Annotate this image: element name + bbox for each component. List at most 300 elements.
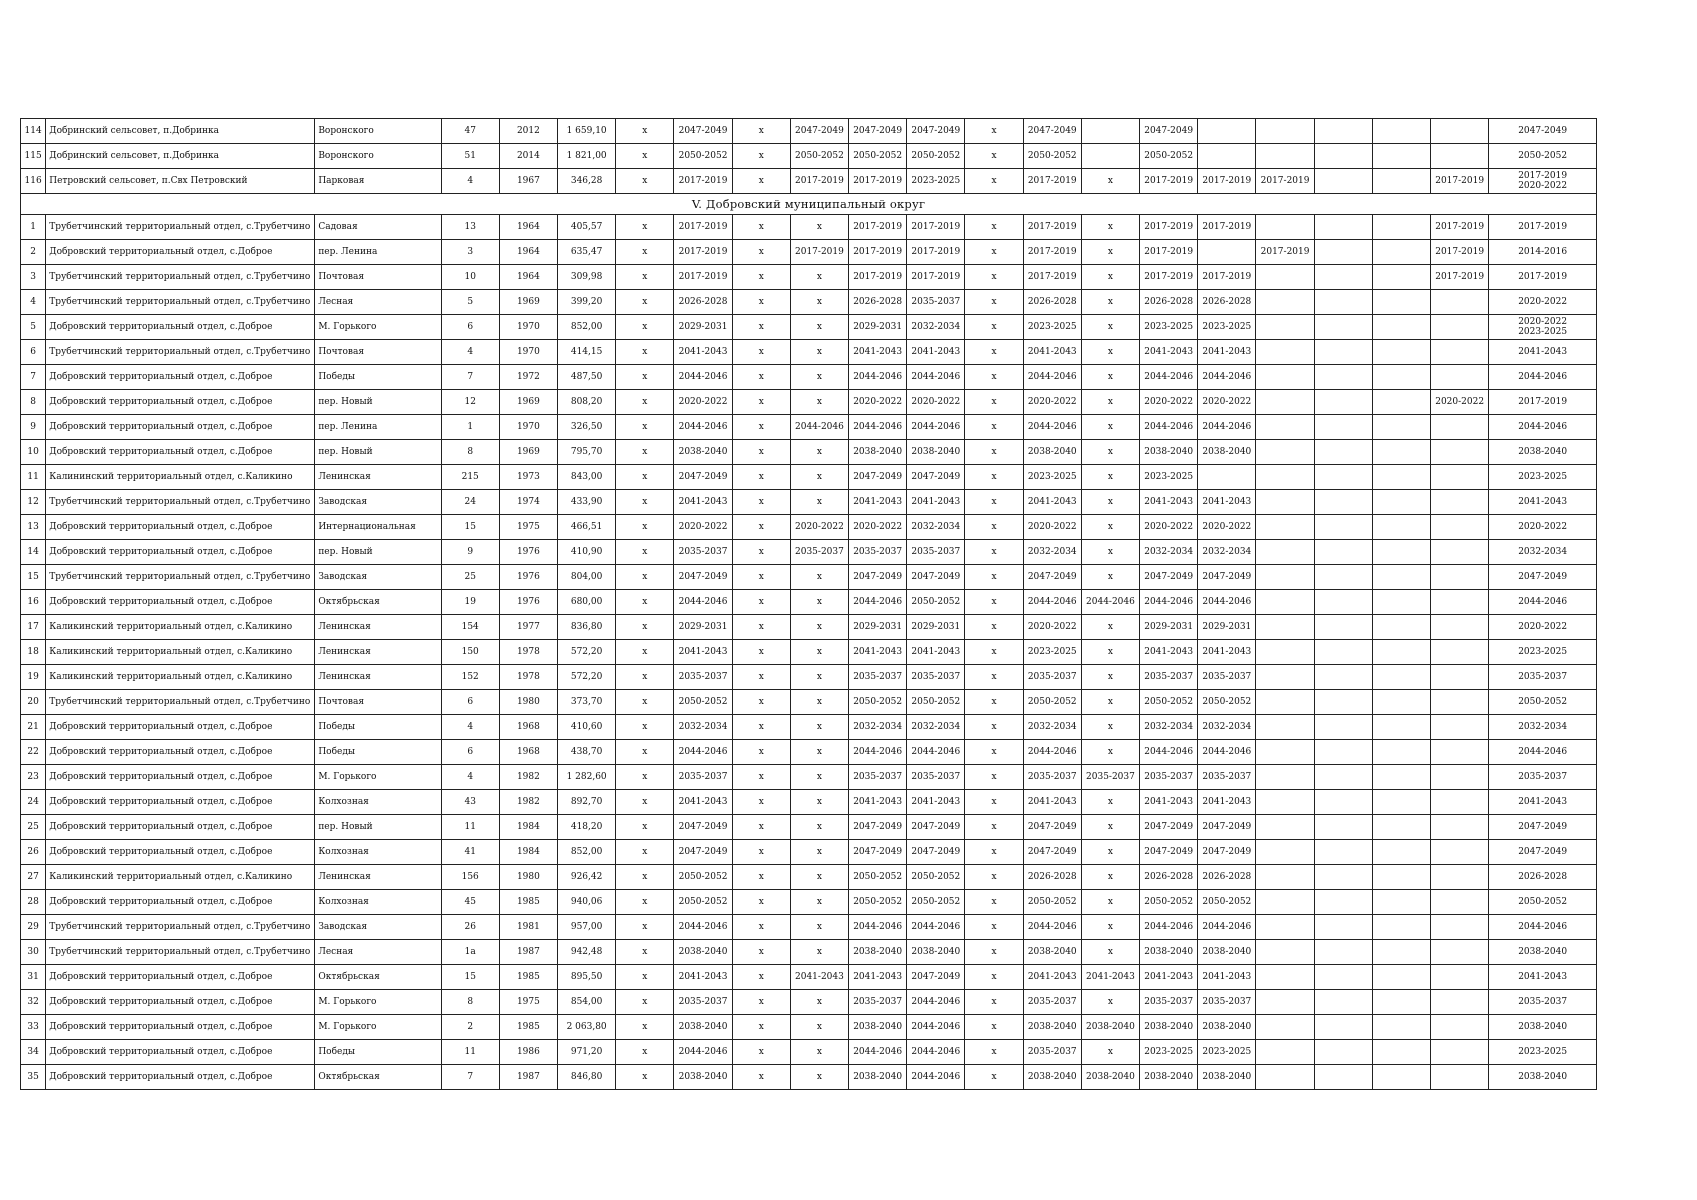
cell-c22-cell: 2047-2049 [1489, 119, 1597, 144]
cell-c16-cell: 2041-2043 [1140, 340, 1198, 365]
table-row [21, 465, 1597, 490]
cell-c20-cell [1372, 265, 1430, 290]
house-number-cell: 24 [441, 490, 499, 515]
cell-c9-cell: х [732, 565, 790, 590]
area-cell: 399,20 [558, 290, 616, 315]
cell-c8-cell: 2044-2046 [674, 590, 732, 615]
cell-c8-cell: 2038-2040 [674, 940, 732, 965]
cell-c19-cell [1314, 815, 1372, 840]
cell-c8-cell: 2044-2046 [674, 740, 732, 765]
cell-c15-cell: х [1081, 690, 1139, 715]
cell-c7-cell: х [616, 240, 674, 265]
cell-c15-cell: х [1081, 865, 1139, 890]
municipality-cell: Калининский территориальный отдел, с.Каликино [46, 465, 315, 490]
house-number-cell: 1а [441, 940, 499, 965]
cell-c12-cell: 2041-2043 [907, 790, 965, 815]
municipality-cell: Каликинский территориальный отдел, с.Каликино [46, 665, 315, 690]
street-cell: Октябрьская [315, 1065, 441, 1090]
cell-c12-cell: 2035-2037 [907, 540, 965, 565]
cell-c17-cell: 2038-2040 [1198, 940, 1256, 965]
area-cell: 414,15 [558, 340, 616, 365]
year-built-cell: 1969 [499, 390, 557, 415]
cell-c7-cell: х [616, 215, 674, 240]
cell-c20-cell [1372, 465, 1430, 490]
table-row [21, 365, 1597, 390]
cell-c21-cell [1431, 119, 1489, 144]
house-number-cell: 4 [441, 169, 499, 194]
cell-c8-cell: 2017-2019 [674, 215, 732, 240]
cell-c12-cell: 2032-2034 [907, 515, 965, 540]
cell-c13-cell: х [965, 1040, 1023, 1065]
cell-c13-cell: х [965, 440, 1023, 465]
cell-c9-cell: х [732, 890, 790, 915]
cell-c7-cell: х [616, 615, 674, 640]
cell-c8-cell: 2035-2037 [674, 990, 732, 1015]
street-cell: М. Горького [315, 1015, 441, 1040]
cell-c12-cell: 2041-2043 [907, 640, 965, 665]
house-number-cell: 47 [441, 119, 499, 144]
cell-c20-cell [1372, 390, 1430, 415]
cell-c7-cell: х [616, 1065, 674, 1090]
row-number-cell: 7 [21, 365, 46, 390]
cell-c14-cell: 2038-2040 [1023, 940, 1081, 965]
cell-c20-cell [1372, 415, 1430, 440]
cell-c9-cell: х [732, 1015, 790, 1040]
cell-c9-cell: х [732, 169, 790, 194]
row-number-cell: 19 [21, 665, 46, 690]
year-built-cell: 1968 [499, 740, 557, 765]
row-number-cell: 6 [21, 340, 46, 365]
house-number-cell: 15 [441, 515, 499, 540]
table-row [21, 915, 1597, 940]
cell-c9-cell: х [732, 740, 790, 765]
cell-c17-cell [1198, 144, 1256, 169]
area-cell: 1 282,60 [558, 765, 616, 790]
cell-c8-cell: 2017-2019 [674, 265, 732, 290]
cell-c19-cell [1314, 390, 1372, 415]
cell-c19-cell [1314, 990, 1372, 1015]
cell-c15-cell: х [1081, 815, 1139, 840]
cell-c9-cell: х [732, 240, 790, 265]
row-number-cell: 4 [21, 290, 46, 315]
cell-c11-cell: 2047-2049 [849, 840, 907, 865]
cell-c22-cell: 2041-2043 [1489, 490, 1597, 515]
cell-c14-cell: 2023-2025 [1023, 640, 1081, 665]
row-number-cell: 11 [21, 465, 46, 490]
row-number-cell: 116 [21, 169, 46, 194]
cell-c12-cell: 2041-2043 [907, 340, 965, 365]
cell-c9-cell: х [732, 465, 790, 490]
cell-c13-cell: х [965, 840, 1023, 865]
area-cell: 926,42 [558, 865, 616, 890]
cell-c12-cell: 2044-2046 [907, 1040, 965, 1065]
area-cell: 852,00 [558, 840, 616, 865]
cell-c12-cell: 2047-2049 [907, 815, 965, 840]
cell-c8-cell: 2041-2043 [674, 340, 732, 365]
cell-c10-cell: х [790, 290, 848, 315]
cell-c16-cell: 2041-2043 [1140, 790, 1198, 815]
cell-c11-cell: 2044-2046 [849, 415, 907, 440]
cell-c17-cell: 2032-2034 [1198, 540, 1256, 565]
cell-c17-cell: 2020-2022 [1198, 390, 1256, 415]
cell-c22-cell: 2020-2022 [1489, 615, 1597, 640]
cell-c7-cell: х [616, 169, 674, 194]
cell-c22-cell: 2035-2037 [1489, 990, 1597, 1015]
cell-c15-cell: х [1081, 415, 1139, 440]
table-row [21, 565, 1597, 590]
year-built-cell: 1970 [499, 340, 557, 365]
cell-c17-cell: 2035-2037 [1198, 765, 1256, 790]
cell-c17-cell: 2044-2046 [1198, 740, 1256, 765]
cell-c21-cell: 2017-2019 [1431, 240, 1489, 265]
cell-c18-cell [1256, 1015, 1314, 1040]
cell-c9-cell: х [732, 615, 790, 640]
area-cell: 572,20 [558, 665, 616, 690]
cell-c12-cell: 2047-2049 [907, 119, 965, 144]
cell-c15-cell: х [1081, 340, 1139, 365]
area-cell: 487,50 [558, 365, 616, 390]
cell-c8-cell: 2050-2052 [674, 690, 732, 715]
cell-c18-cell [1256, 490, 1314, 515]
cell-c7-cell: х [616, 265, 674, 290]
cell-c7-cell: х [616, 790, 674, 815]
cell-c11-cell: 2050-2052 [849, 690, 907, 715]
street-cell: Садовая [315, 215, 441, 240]
cell-c9-cell: х [732, 144, 790, 169]
cell-c17-cell: 2020-2022 [1198, 515, 1256, 540]
cell-c21-cell [1431, 290, 1489, 315]
year-built-cell: 1986 [499, 1040, 557, 1065]
cell-c15-cell: х [1081, 390, 1139, 415]
cell-c20-cell [1372, 515, 1430, 540]
cell-c17-cell: 2017-2019 [1198, 215, 1256, 240]
cell-c11-cell: 2017-2019 [849, 240, 907, 265]
cell-c11-cell: 2044-2046 [849, 915, 907, 940]
street-cell: М. Горького [315, 990, 441, 1015]
street-cell: пер. Новый [315, 540, 441, 565]
cell-c16-cell: 2032-2034 [1140, 715, 1198, 740]
cell-c13-cell: х [965, 890, 1023, 915]
house-number-cell: 156 [441, 865, 499, 890]
cell-c12-cell: 2047-2049 [907, 465, 965, 490]
municipality-cell: Каликинский территориальный отдел, с.Каликино [46, 865, 315, 890]
cell-c22-cell: 2020-2022 [1489, 290, 1597, 315]
municipality-cell: Петровский сельсовет, п.Свх Петровский [46, 169, 315, 194]
cell-c12-cell: 2017-2019 [907, 215, 965, 240]
cell-c10-cell: х [790, 790, 848, 815]
cell-c15-cell: х [1081, 265, 1139, 290]
municipality-cell: Добровский территориальный отдел, с.Доброе [46, 240, 315, 265]
cell-c20-cell [1372, 940, 1430, 965]
municipality-cell: Добринский сельсовет, п.Добринка [46, 144, 315, 169]
cell-c18-cell [1256, 815, 1314, 840]
rows-after-section [21, 215, 1597, 1090]
row-number-cell: 23 [21, 765, 46, 790]
cell-c14-cell: 2050-2052 [1023, 890, 1081, 915]
cell-c9-cell: х [732, 840, 790, 865]
cell-c8-cell: 2041-2043 [674, 640, 732, 665]
cell-c22-cell: 2044-2046 [1489, 740, 1597, 765]
cell-c14-cell: 2020-2022 [1023, 515, 1081, 540]
house-number-cell: 4 [441, 765, 499, 790]
cell-c15-cell: х [1081, 790, 1139, 815]
cell-c12-cell: 2047-2049 [907, 840, 965, 865]
cell-c13-cell: х [965, 144, 1023, 169]
cell-c16-cell: 2026-2028 [1140, 290, 1198, 315]
cell-c11-cell: 2020-2022 [849, 390, 907, 415]
cell-c18-cell [1256, 315, 1314, 340]
cell-c21-cell [1431, 515, 1489, 540]
cell-c10-cell: х [790, 215, 848, 240]
cell-c11-cell: 2032-2034 [849, 715, 907, 740]
cell-c12-cell: 2044-2046 [907, 990, 965, 1015]
cell-c10-cell: 2020-2022 [790, 515, 848, 540]
cell-c14-cell: 2044-2046 [1023, 415, 1081, 440]
cell-c20-cell [1372, 215, 1430, 240]
cell-c18-cell [1256, 640, 1314, 665]
cell-c9-cell: х [732, 215, 790, 240]
cell-c7-cell: х [616, 465, 674, 490]
cell-c21-cell [1431, 990, 1489, 1015]
cell-c17-cell: 2026-2028 [1198, 865, 1256, 890]
cell-c7-cell: х [616, 440, 674, 465]
cell-c9-cell: х [732, 765, 790, 790]
cell-c17-cell: 2026-2028 [1198, 290, 1256, 315]
cell-c15-cell: х [1081, 315, 1139, 340]
cell-c18-cell [1256, 865, 1314, 890]
cell-c12-cell: 2020-2022 [907, 390, 965, 415]
area-cell: 971,20 [558, 1040, 616, 1065]
cell-c11-cell: 2047-2049 [849, 815, 907, 840]
cell-c10-cell: 2050-2052 [790, 144, 848, 169]
cell-c12-cell: 2038-2040 [907, 440, 965, 465]
cell-c15-cell: х [1081, 890, 1139, 915]
table-row [21, 940, 1597, 965]
cell-c9-cell: х [732, 865, 790, 890]
row-number-cell: 9 [21, 415, 46, 440]
year-built-cell: 1978 [499, 665, 557, 690]
cell-c19-cell [1314, 865, 1372, 890]
cell-c22-cell: 2017-2019 2020-2022 [1489, 169, 1597, 194]
municipality-cell: Добровский территориальный отдел, с.Доброе [46, 790, 315, 815]
cell-c22-cell: 2023-2025 [1489, 465, 1597, 490]
house-number-cell: 43 [441, 790, 499, 815]
program-table [20, 118, 1597, 1090]
cell-c9-cell: х [732, 715, 790, 740]
house-number-cell: 8 [441, 990, 499, 1015]
municipality-cell: Трубетчинский территориальный отдел, с.Трубетчино [46, 340, 315, 365]
cell-c18-cell [1256, 390, 1314, 415]
cell-c15-cell: х [1081, 740, 1139, 765]
cell-c16-cell: 2041-2043 [1140, 640, 1198, 665]
cell-c16-cell: 2032-2034 [1140, 540, 1198, 565]
cell-c22-cell: 2038-2040 [1489, 1015, 1597, 1040]
row-number-cell: 34 [21, 1040, 46, 1065]
cell-c22-cell: 2032-2034 [1489, 540, 1597, 565]
cell-c11-cell: 2038-2040 [849, 440, 907, 465]
cell-c14-cell: 2041-2043 [1023, 790, 1081, 815]
cell-c11-cell: 2047-2049 [849, 119, 907, 144]
cell-c22-cell: 2047-2049 [1489, 840, 1597, 865]
cell-c14-cell: 2044-2046 [1023, 365, 1081, 390]
street-cell: Ленинская [315, 665, 441, 690]
cell-c14-cell: 2041-2043 [1023, 965, 1081, 990]
table-row [21, 265, 1597, 290]
cell-c16-cell: 2050-2052 [1140, 890, 1198, 915]
street-cell: пер. Ленина [315, 415, 441, 440]
cell-c18-cell [1256, 965, 1314, 990]
cell-c16-cell: 2020-2022 [1140, 390, 1198, 415]
cell-c12-cell: 2044-2046 [907, 915, 965, 940]
cell-c20-cell [1372, 890, 1430, 915]
area-cell: 1 659,10 [558, 119, 616, 144]
municipality-cell: Трубетчинский территориальный отдел, с.Трубетчино [46, 215, 315, 240]
cell-c11-cell: 2047-2049 [849, 565, 907, 590]
cell-c7-cell: х [616, 690, 674, 715]
table-row [21, 390, 1597, 415]
cell-c7-cell: х [616, 815, 674, 840]
street-cell: пер. Новый [315, 815, 441, 840]
cell-c18-cell: 2017-2019 [1256, 169, 1314, 194]
cell-c7-cell: х [616, 640, 674, 665]
cell-c16-cell: 2035-2037 [1140, 990, 1198, 1015]
street-cell: М. Горького [315, 315, 441, 340]
year-built-cell: 1976 [499, 540, 557, 565]
area-cell: 808,20 [558, 390, 616, 415]
cell-c15-cell: х [1081, 665, 1139, 690]
cell-c22-cell: 2050-2052 [1489, 890, 1597, 915]
cell-c8-cell: 2044-2046 [674, 415, 732, 440]
municipality-cell: Добровский территориальный отдел, с.Доброе [46, 890, 315, 915]
cell-c21-cell: 2017-2019 [1431, 265, 1489, 290]
cell-c9-cell: х [732, 640, 790, 665]
cell-c13-cell: х [965, 515, 1023, 540]
cell-c15-cell: х [1081, 490, 1139, 515]
cell-c19-cell [1314, 340, 1372, 365]
row-number-cell: 20 [21, 690, 46, 715]
house-number-cell: 26 [441, 915, 499, 940]
table-row [21, 1065, 1597, 1090]
cell-c16-cell: 2017-2019 [1140, 240, 1198, 265]
cell-c18-cell [1256, 715, 1314, 740]
cell-c17-cell: 2041-2043 [1198, 790, 1256, 815]
cell-c16-cell: 2044-2046 [1140, 740, 1198, 765]
cell-c22-cell: 2044-2046 [1489, 415, 1597, 440]
cell-c19-cell [1314, 465, 1372, 490]
cell-c21-cell [1431, 965, 1489, 990]
cell-c22-cell: 2035-2037 [1489, 665, 1597, 690]
cell-c16-cell: 2047-2049 [1140, 815, 1198, 840]
cell-c13-cell: х [965, 640, 1023, 665]
cell-c15-cell: х [1081, 915, 1139, 940]
cell-c19-cell [1314, 515, 1372, 540]
cell-c7-cell: х [616, 915, 674, 940]
cell-c15-cell: х [1081, 640, 1139, 665]
row-number-cell: 2 [21, 240, 46, 265]
cell-c17-cell: 2035-2037 [1198, 990, 1256, 1015]
table-row [21, 815, 1597, 840]
cell-c12-cell: 2044-2046 [907, 365, 965, 390]
municipality-cell: Добровский территориальный отдел, с.Доброе [46, 765, 315, 790]
street-cell: пер. Новый [315, 390, 441, 415]
cell-c21-cell [1431, 1065, 1489, 1090]
cell-c14-cell: 2017-2019 [1023, 240, 1081, 265]
table-row [21, 790, 1597, 815]
cell-c20-cell [1372, 765, 1430, 790]
cell-c14-cell: 2032-2034 [1023, 540, 1081, 565]
year-built-cell: 1985 [499, 1015, 557, 1040]
year-built-cell: 1970 [499, 315, 557, 340]
cell-c19-cell [1314, 365, 1372, 390]
cell-c8-cell: 2020-2022 [674, 515, 732, 540]
cell-c17-cell: 2038-2040 [1198, 1065, 1256, 1090]
cell-c22-cell: 2020-2022 [1489, 515, 1597, 540]
cell-c20-cell [1372, 665, 1430, 690]
cell-c7-cell: х [616, 865, 674, 890]
cell-c17-cell: 2035-2037 [1198, 665, 1256, 690]
table-row [21, 315, 1597, 340]
cell-c18-cell [1256, 290, 1314, 315]
cell-c17-cell [1198, 119, 1256, 144]
cell-c13-cell: х [965, 615, 1023, 640]
cell-c19-cell [1314, 1015, 1372, 1040]
cell-c19-cell [1314, 965, 1372, 990]
area-cell: 438,70 [558, 740, 616, 765]
cell-c11-cell: 2035-2037 [849, 540, 907, 565]
cell-c16-cell: 2047-2049 [1140, 840, 1198, 865]
cell-c21-cell [1431, 915, 1489, 940]
cell-c20-cell [1372, 790, 1430, 815]
table-row [21, 1015, 1597, 1040]
area-cell: 635,47 [558, 240, 616, 265]
area-cell: 410,60 [558, 715, 616, 740]
cell-c17-cell: 2032-2034 [1198, 715, 1256, 740]
cell-c15-cell: х [1081, 940, 1139, 965]
cell-c15-cell: 2041-2043 [1081, 965, 1139, 990]
cell-c17-cell: 2050-2052 [1198, 690, 1256, 715]
cell-c18-cell [1256, 215, 1314, 240]
cell-c16-cell: 2029-2031 [1140, 615, 1198, 640]
cell-c19-cell [1314, 415, 1372, 440]
house-number-cell: 4 [441, 715, 499, 740]
cell-c21-cell [1431, 890, 1489, 915]
cell-c13-cell: х [965, 990, 1023, 1015]
cell-c13-cell: х [965, 540, 1023, 565]
cell-c10-cell: х [790, 765, 848, 790]
area-cell: 892,70 [558, 790, 616, 815]
table-row [21, 440, 1597, 465]
cell-c17-cell: 2044-2046 [1198, 365, 1256, 390]
cell-c19-cell [1314, 440, 1372, 465]
cell-c20-cell [1372, 865, 1430, 890]
cell-c10-cell: х [790, 265, 848, 290]
cell-c21-cell [1431, 144, 1489, 169]
cell-c17-cell [1198, 240, 1256, 265]
cell-c18-cell [1256, 790, 1314, 815]
year-built-cell: 1987 [499, 1065, 557, 1090]
cell-c9-cell: х [732, 815, 790, 840]
cell-c14-cell: 2026-2028 [1023, 865, 1081, 890]
cell-c9-cell: х [732, 1040, 790, 1065]
street-cell: Ленинская [315, 865, 441, 890]
row-number-cell: 28 [21, 890, 46, 915]
house-number-cell: 45 [441, 890, 499, 915]
street-cell: Победы [315, 1040, 441, 1065]
cell-c12-cell: 2032-2034 [907, 315, 965, 340]
cell-c14-cell: 2023-2025 [1023, 465, 1081, 490]
cell-c22-cell: 2014-2016 [1489, 240, 1597, 265]
cell-c13-cell: х [965, 1015, 1023, 1040]
